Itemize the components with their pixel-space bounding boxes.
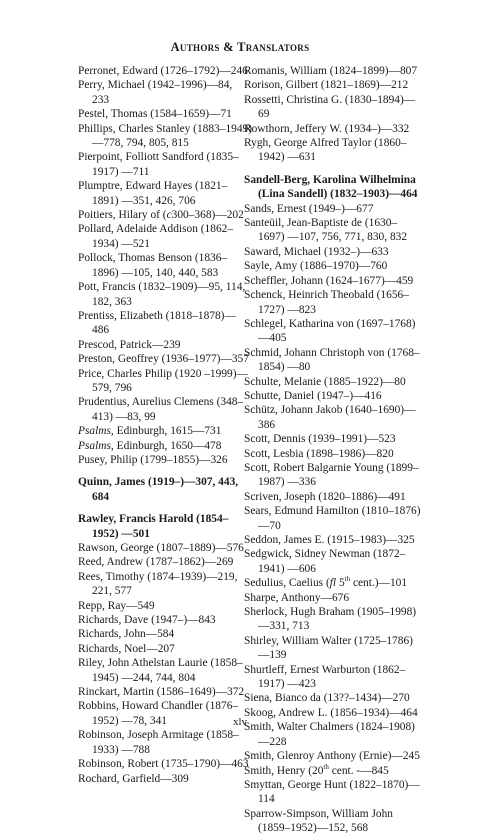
index-entry: Richards, Noel—207 [78, 642, 175, 655]
index-entry: Pollock, Thomas Benson (1836–1896) —105, 140, 440, 583 [78, 252, 228, 279]
index-entry: Rygh, George Alfred Taylor (1860–1942) —631 [244, 137, 407, 164]
index-entry: Rowthorn, Jeffery W. (1934–)—332 [244, 122, 410, 135]
index-entry: Sherlock, Hugh Braham (1905–1998)—331, 713 [244, 606, 417, 633]
index-entry: Santeüil, Jean-Baptiste de (1630–1697) —107, 756, 771, 830, 832 [244, 217, 408, 244]
index-entry: Sayle, Amy (1886–1970)—760 [244, 260, 388, 273]
index-entry: Rorison, Gilbert (1821–1869)—212 [244, 79, 409, 92]
index-entry: Richards, Dave (1947–)—843 [78, 614, 216, 627]
index-entry: Rinckart, Martin (1586–1649)—372 [78, 686, 245, 699]
index-entry: Schulte, Melanie (1885–1922)—80 [244, 375, 406, 388]
index-entry: Pusey, Philip (1799–1855)—326 [78, 453, 228, 466]
index-entry: Skoog, Andrew L. (1856–1934)—464 [244, 706, 418, 719]
index-entry: Sandell-Berg, Karolina Wilhelmina (Lina Sandell) (1832–1903)—464 [244, 173, 418, 201]
index-entry: Rees, Timothy (1874–1939)—219, 221, 577 [78, 570, 238, 598]
index-entry: Robinson, Robert (1735–1790)—463 [78, 758, 249, 771]
index-entry: Pott, Francis (1832–1909)—95, 114, 182, 363 [78, 281, 246, 308]
index-entry: Plumptre, Edward Hayes (1821–1891) —351, 426, 706 [78, 180, 228, 207]
index-entry: Smith, Walter Chalmers (1824–1908)—228 [244, 721, 415, 748]
index-entry: Schlegel, Katharina von (1697–1768) —405 [244, 317, 416, 345]
index-entry: Shirley, William Walter (1725–1786)—139 [244, 634, 413, 662]
index-entry: Rawson, George (1807–1889)—576 [78, 542, 244, 554]
index-entry: Pierpoint, Folliott Sandford (1835–1917) —711 [78, 151, 239, 178]
index-entry: Rossetti, Christina G. (1830–1894)—69 [244, 93, 416, 121]
index-entry: Siena, Bianco da (13??–1434)—270 [244, 692, 410, 705]
index-entry: Sharpe, Anthony—676 [244, 591, 350, 604]
index-entry: Phillips, Charles Stanley (1883–1949) —778, 794, 805, 815 [78, 122, 253, 150]
index-entry: Rawley, Francis Harold (1854–1952) —501 [78, 513, 229, 540]
index-entry: Rochard, Garfield—309 [78, 772, 189, 785]
index-entry: Pollard, Adelaide Addison (1862–1934) —521 [78, 223, 234, 250]
index-entry: Schenck, Heinrich Theobald (1656–1727) —823 [244, 289, 409, 316]
index-entry: Schütz, Johann Jakob (1640–1690)—386 [244, 404, 416, 431]
index-entry: Perronet, Edward (1726–1792)—246 [78, 65, 248, 77]
index-entry: Sands, Ernest (1949–)—677 [244, 202, 374, 215]
index-entry: Saward, Michael (1932–)—633 [244, 245, 389, 258]
index-entry: Romanis, William (1824–1899)—807 [244, 65, 418, 77]
index-entry: Scott, Robert Balgarnie Young (1899–1987) —336 [244, 461, 419, 489]
index-entry: Scott, Dennis (1939–1991)—523 [244, 433, 396, 446]
index-entry: Reed, Andrew (1787–1862)—269 [78, 556, 234, 569]
index-entry: Prescod, Patrick—239 [78, 338, 181, 351]
index-entry: Preston, Geoffrey (1936–1977)—357 [78, 353, 249, 366]
index-entry: Quinn, James (1919–)—307, 443, 684 [78, 476, 239, 503]
index-entry: Schutte, Daniel (1947–)—416 [244, 389, 382, 402]
index-entry: Scott, Lesbia (1898–1986)—820 [244, 447, 394, 460]
index-entry: Robbins, Howard Chandler (1876–1952) —78, 341 [78, 700, 239, 727]
index-entry: Schmid, Johann Christoph von (1768–1854) —80 [244, 346, 420, 374]
index-entry: Smith, Glenroy Anthony (Ernie)—245 [244, 750, 420, 763]
index-entry: Smyttan, George Hunt (1822–1870)—114 [244, 778, 420, 806]
index-entry: Pestel, Thomas (1584–1659)—71 [78, 108, 232, 121]
page-number: xlv [232, 716, 248, 728]
index-entry: Poitiers, Hilary of (c300–368)—202 [78, 209, 244, 222]
index-entry: Seddon, James E. (1915–1983)—325 [244, 534, 415, 546]
index-entry: Sedgwick, Sidney Newman (1872–1941) —606 [244, 548, 406, 575]
index-entry: Price, Charles Philip (1920 –1999)—579, 796 [78, 367, 248, 394]
index-entry: Prudentius, Aurelius Clemens (348–413) —83, 99 [78, 396, 244, 423]
index-entry: Psalms, Edinburgh, 1615—731 [78, 425, 222, 438]
index-entry: Scriven, Joseph (1820–1886)—491 [244, 490, 406, 503]
index-entry: Prentiss, Elizabeth (1818–1878)—486 [78, 309, 236, 337]
index-entry: Sparrow-Simpson, William John (1859–1952)—152, 568 [244, 807, 393, 835]
index-column-left [78, 64, 252, 786]
running-header: Authors & Translators [170, 40, 310, 54]
index-entry: Richards, John—584 [78, 628, 175, 641]
index-entry: Psalms, Edinburgh, 1650—478 [78, 439, 222, 452]
index-entry: Sears, Edmund Hamilton (1810–1876)—70 [244, 505, 421, 532]
index-entry: Shurtleff, Ernest Warburton (1862–1917) —423 [244, 663, 406, 691]
index-entry: Robinson, Joseph Armitage (1858–1933) —788 [78, 729, 239, 756]
index-entry: Repp, Ray—549 [78, 599, 155, 612]
index-entry: Sedulius, Caelius (fl 5th cent.)—101 [244, 575, 408, 590]
index-entry: Scheffler, Johann (1624–1677)—459 [244, 274, 414, 287]
index-entry: Perry, Michael (1942–1996)—84, 233 [78, 79, 233, 106]
index-entry: Smith, Henry (20th cent. -—845 [244, 762, 389, 777]
index-entry: Riley, John Athelstan Laurie (1858–1945) —244, 744, 804 [78, 657, 243, 684]
